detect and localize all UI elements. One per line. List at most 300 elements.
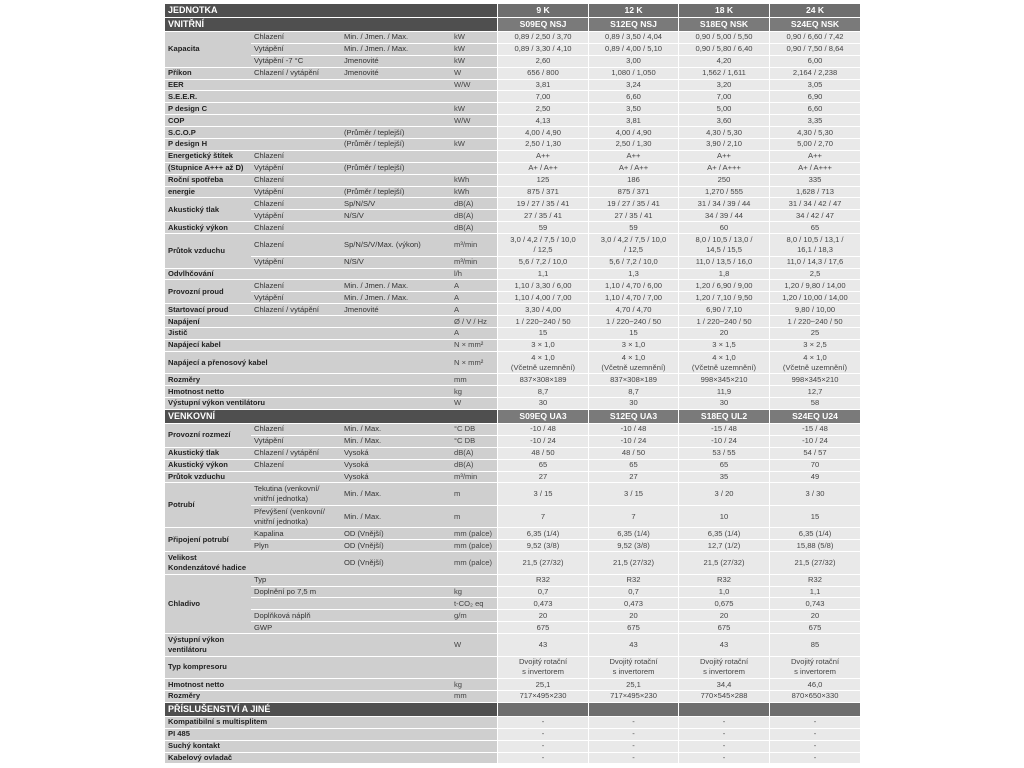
value-cell: 12,7 (1/2): [678, 540, 769, 552]
row-unit: [451, 622, 497, 634]
row-label: Akustický výkon: [165, 222, 251, 234]
value-cell: 70: [769, 460, 860, 472]
row-label: Suchý kontakt: [165, 741, 451, 753]
value-cell: 675: [769, 622, 860, 634]
row-unit: kWh: [451, 187, 497, 199]
value-cell: 770×545×288: [678, 691, 769, 703]
value-cell: 2,60: [497, 56, 588, 68]
row-sublabel: [251, 316, 341, 328]
row-sublabel: [251, 103, 341, 115]
value-cell: 27 / 35 / 41: [588, 210, 678, 222]
spec-row: [165, 598, 860, 610]
row-label: Kabelový ovladač: [165, 753, 451, 765]
value-cell: 4,30 / 5,30: [769, 127, 860, 139]
capacity-header: [588, 703, 678, 717]
value-cell: 27: [497, 472, 588, 484]
row-condition: [341, 691, 451, 703]
value-cell: 15: [497, 328, 588, 340]
row-unit: W/W: [451, 80, 497, 92]
value-cell: 6,90: [769, 91, 860, 103]
capacity-header: [678, 703, 769, 717]
value-cell: 5,00 / 2,70: [769, 139, 860, 151]
row-unit: A: [451, 280, 497, 292]
spec-table: [165, 4, 860, 764]
row-label: P design H: [165, 139, 251, 151]
row-sublabel: [251, 657, 341, 680]
row-unit: [451, 717, 497, 729]
value-cell: -: [678, 741, 769, 753]
spec-row: [165, 304, 860, 316]
row-condition: [341, 328, 451, 340]
row-condition: [341, 151, 451, 163]
value-cell: 27 / 35 / 41: [497, 210, 588, 222]
value-cell: -10 / 24: [588, 436, 678, 448]
row-condition: (Průměr / teplejší): [341, 139, 451, 151]
row-unit: g/m: [451, 610, 497, 622]
value-cell: 0,743: [769, 598, 860, 610]
row-sublabel: GWP: [251, 622, 341, 634]
row-unit: kW: [451, 103, 497, 115]
spec-row: [165, 127, 860, 139]
value-cell: 1,562 / 1,611: [678, 68, 769, 80]
row-label: Rozměry: [165, 374, 251, 386]
spec-row: [165, 139, 860, 151]
row-condition: Jmenovité: [341, 68, 451, 80]
row-label: S.E.E.R.: [165, 91, 251, 103]
row-label: Kompatibilní s multisplitem: [165, 717, 451, 729]
value-cell: Dvojitý rotační s invertorem: [678, 657, 769, 680]
value-cell: 20: [588, 610, 678, 622]
row-label: EER: [165, 80, 251, 92]
spec-row: [165, 44, 860, 56]
row-condition: Min. / Jmen. / Max.: [341, 292, 451, 304]
value-cell: 6,35 (1/4): [497, 528, 588, 540]
value-cell: 20: [497, 610, 588, 622]
value-cell: 1,8: [678, 269, 769, 281]
spec-row: [165, 280, 860, 292]
row-sublabel: Tekutina (venkovní/ vnitřní jednotka): [251, 483, 341, 506]
value-cell: 30: [497, 398, 588, 410]
row-label: Potrubí: [165, 483, 251, 528]
spec-row: [165, 374, 860, 386]
spec-row: [165, 540, 860, 552]
value-cell: 2,50 / 1,30: [588, 139, 678, 151]
value-cell: 8,7: [497, 386, 588, 398]
value-cell: -10 / 48: [497, 424, 588, 436]
row-sublabel: Vytápění: [251, 436, 341, 448]
row-unit: mm (palce): [451, 540, 497, 552]
spec-row: [165, 103, 860, 115]
row-sublabel: [251, 679, 341, 691]
row-label: Typ kompresoru: [165, 657, 251, 680]
row-label: Akustický tlak: [165, 198, 251, 222]
section-title: VENKOVNÍ: [165, 410, 497, 424]
row-unit: °C DB: [451, 436, 497, 448]
value-cell: 46,0: [769, 679, 860, 691]
row-label: Hmotnost netto: [165, 386, 251, 398]
row-sublabel: Chlazení / vytápění: [251, 68, 341, 80]
row-condition: [341, 634, 451, 657]
value-cell: 2,164 / 2,238: [769, 68, 860, 80]
value-cell: 7,00: [497, 91, 588, 103]
value-cell: 7: [497, 506, 588, 529]
row-unit: t-CO₂ eq: [451, 598, 497, 610]
row-condition: [341, 598, 451, 610]
value-cell: 3,35: [769, 115, 860, 127]
value-cell: 998×345×210: [769, 374, 860, 386]
value-cell: 4,00 / 4,90: [588, 127, 678, 139]
value-cell: -10 / 48: [588, 424, 678, 436]
spec-row: [165, 340, 860, 352]
value-cell: 8,0 / 10,5 / 13,1 / 16,1 / 18,3: [769, 234, 860, 257]
value-cell: 7: [588, 506, 678, 529]
row-condition: [341, 91, 451, 103]
spec-row: [165, 269, 860, 281]
value-cell: 186: [588, 175, 678, 187]
spec-row: [165, 610, 860, 622]
row-unit: W: [451, 68, 497, 80]
row-condition: Min. / Jmen. / Max.: [341, 44, 451, 56]
value-cell: 48 / 50: [588, 448, 678, 460]
value-cell: 675: [497, 622, 588, 634]
value-cell: -: [769, 741, 860, 753]
value-cell: 10: [678, 506, 769, 529]
value-cell: 837×308×189: [588, 374, 678, 386]
spec-row: [165, 717, 860, 729]
value-cell: 1,628 / 713: [769, 187, 860, 199]
spec-row: [165, 198, 860, 210]
model-code: S09EQ NSJ: [497, 18, 588, 32]
row-sublabel: [251, 340, 341, 352]
model-code: S18EQ UL2: [678, 410, 769, 424]
value-cell: 1,080 / 1,050: [588, 68, 678, 80]
spec-row: [165, 257, 860, 269]
value-cell: 15,88 (5/8): [769, 540, 860, 552]
value-cell: 6,60: [588, 91, 678, 103]
row-label: Energetický štítek: [165, 151, 251, 163]
row-unit: A: [451, 304, 497, 316]
value-cell: 8,7: [588, 386, 678, 398]
spec-row: [165, 483, 860, 506]
value-cell: 3 × 1,5: [678, 340, 769, 352]
row-sublabel: Chlazení: [251, 280, 341, 292]
row-label: Hmotnost netto: [165, 679, 251, 691]
row-label: Připojení potrubí: [165, 528, 251, 552]
value-cell: 31 / 34 / 42 / 47: [769, 198, 860, 210]
row-condition: [341, 657, 451, 680]
value-cell: A+ / A+++: [769, 163, 860, 175]
value-cell: 5,6 / 7,2 / 10,0: [588, 257, 678, 269]
value-cell: 1,270 / 555: [678, 187, 769, 199]
spec-row: [165, 352, 860, 375]
row-condition: Min. / Max.: [341, 436, 451, 448]
value-cell: 11,0 / 13,5 / 16,0: [678, 257, 769, 269]
row-sublabel: Chlazení: [251, 460, 341, 472]
value-cell: 59: [497, 222, 588, 234]
value-cell: 1,10 / 4,70 / 7,00: [588, 292, 678, 304]
value-cell: -: [588, 741, 678, 753]
spec-row: [165, 436, 860, 448]
row-label: PI 485: [165, 729, 451, 741]
value-cell: 6,00: [769, 56, 860, 68]
row-label: Akustický výkon: [165, 460, 251, 472]
value-cell: 1 / 220~240 / 50: [769, 316, 860, 328]
row-sublabel: Vytápění: [251, 163, 341, 175]
value-cell: 43: [678, 634, 769, 657]
value-cell: 4,00 / 4,90: [497, 127, 588, 139]
row-unit: mm: [451, 691, 497, 703]
row-condition: OD (Vnější): [341, 552, 451, 575]
row-sublabel: [251, 472, 341, 484]
value-cell: -: [588, 729, 678, 741]
row-sublabel: [251, 374, 341, 386]
row-label: Startovací proud: [165, 304, 251, 316]
spec-row: [165, 163, 860, 175]
spec-row: [165, 210, 860, 222]
value-cell: 30: [678, 398, 769, 410]
section-header: [165, 410, 860, 424]
row-unit: kW: [451, 44, 497, 56]
value-cell: 3,30 / 4,00: [497, 304, 588, 316]
capacity-header: 18 K: [678, 4, 769, 18]
value-cell: 9,52 (3/8): [497, 540, 588, 552]
row-sublabel: Chlazení / vytápění: [251, 304, 341, 316]
value-cell: 1,1: [497, 269, 588, 281]
spec-row: [165, 234, 860, 257]
value-cell: 3 / 30: [769, 483, 860, 506]
value-cell: 43: [588, 634, 678, 657]
row-unit: dB(A): [451, 198, 497, 210]
row-sublabel: Chlazení: [251, 32, 341, 44]
row-unit: kg: [451, 587, 497, 599]
value-cell: 9,80 / 10,00: [769, 304, 860, 316]
value-cell: A+ / A+++: [678, 163, 769, 175]
row-unit: A: [451, 328, 497, 340]
row-condition: [341, 115, 451, 127]
value-cell: 998×345×210: [678, 374, 769, 386]
row-label: Velikost Kondenzátové hadice: [165, 552, 251, 575]
row-sublabel: [251, 634, 341, 657]
row-sublabel: Chlazení: [251, 222, 341, 234]
row-sublabel: [251, 691, 341, 703]
spec-row: [165, 657, 860, 680]
value-cell: 27: [588, 472, 678, 484]
row-condition: [341, 340, 451, 352]
spec-row: [165, 91, 860, 103]
row-unit: mm (palce): [451, 528, 497, 540]
row-sublabel: [251, 139, 341, 151]
value-cell: 4 × 1,0 (Včetně uzemnění): [588, 352, 678, 375]
section-header: [165, 4, 860, 18]
value-cell: 3,50: [588, 103, 678, 115]
value-cell: 6,35 (1/4): [588, 528, 678, 540]
row-condition: [341, 575, 451, 587]
row-label: Akustický tlak: [165, 448, 251, 460]
row-label: Napájecí kabel: [165, 340, 251, 352]
row-sublabel: Chlazení: [251, 424, 341, 436]
row-unit: dB(A): [451, 460, 497, 472]
value-cell: -15 / 48: [769, 424, 860, 436]
value-cell: -: [769, 729, 860, 741]
value-cell: A+ / A++: [588, 163, 678, 175]
row-condition: Vysoká: [341, 448, 451, 460]
value-cell: A++: [497, 151, 588, 163]
row-label: Odvlhčování: [165, 269, 251, 281]
value-cell: 21,5 (27/32): [678, 552, 769, 575]
row-condition: [341, 222, 451, 234]
value-cell: -: [588, 753, 678, 765]
value-cell: 3 × 1,0: [588, 340, 678, 352]
row-sublabel: [251, 80, 341, 92]
value-cell: 3 / 15: [497, 483, 588, 506]
value-cell: -: [497, 741, 588, 753]
spec-row: [165, 472, 860, 484]
value-cell: 3 / 20: [678, 483, 769, 506]
value-cell: Dvojitý rotační s invertorem: [497, 657, 588, 680]
value-cell: 1 / 220~240 / 50: [497, 316, 588, 328]
row-sublabel: Doplnění po 7,5 m: [251, 587, 341, 599]
value-cell: 1,20 / 7,10 / 9,50: [678, 292, 769, 304]
spec-row: [165, 634, 860, 657]
value-cell: 0,7: [497, 587, 588, 599]
row-sublabel: Chlazení: [251, 151, 341, 163]
model-code: S24EQ U24: [769, 410, 860, 424]
spec-row: [165, 753, 860, 765]
value-cell: 3,20: [678, 80, 769, 92]
row-label: Provozní proud: [165, 280, 251, 304]
row-unit: dB(A): [451, 222, 497, 234]
model-code: S24EQ NSK: [769, 18, 860, 32]
row-condition: Min. / Jmen. / Max.: [341, 280, 451, 292]
value-cell: 43: [497, 634, 588, 657]
row-label: S.C.O.P: [165, 127, 251, 139]
spec-row: [165, 151, 860, 163]
row-unit: [451, 657, 497, 680]
value-cell: 6,90 / 7,10: [678, 304, 769, 316]
row-unit: dB(A): [451, 210, 497, 222]
row-label: Provozní rozmezí: [165, 424, 251, 448]
value-cell: 1,10 / 3,30 / 6,00: [497, 280, 588, 292]
row-condition: Jmenovité: [341, 56, 451, 68]
value-cell: 85: [769, 634, 860, 657]
model-code: S12EQ NSJ: [588, 18, 678, 32]
spec-row: [165, 68, 860, 80]
value-cell: 65: [497, 460, 588, 472]
value-cell: 675: [588, 622, 678, 634]
row-unit: [451, 575, 497, 587]
row-unit: m: [451, 483, 497, 506]
spec-row: [165, 448, 860, 460]
row-condition: [341, 269, 451, 281]
row-sublabel: Chlazení: [251, 234, 341, 257]
row-unit: W: [451, 398, 497, 410]
value-cell: -: [769, 753, 860, 765]
row-condition: [341, 679, 451, 691]
value-cell: -: [497, 729, 588, 741]
value-cell: 25: [769, 328, 860, 340]
value-cell: 3,0 / 4,2 / 7,5 / 10,0 / 12,5: [497, 234, 588, 257]
value-cell: A+ / A++: [497, 163, 588, 175]
row-unit: W: [451, 634, 497, 657]
row-sublabel: [251, 328, 341, 340]
spec-row: [165, 528, 860, 540]
row-condition: (Průměr / teplejší): [341, 127, 451, 139]
row-unit: [451, 741, 497, 753]
spec-row: [165, 506, 860, 529]
row-label: energie: [165, 187, 251, 199]
value-cell: 656 / 800: [497, 68, 588, 80]
row-unit: kWh: [451, 175, 497, 187]
value-cell: 34 / 39 / 44: [678, 210, 769, 222]
row-condition: [341, 610, 451, 622]
row-label: Roční spotřeba: [165, 175, 251, 187]
row-sublabel: [251, 127, 341, 139]
value-cell: 9,52 (3/8): [588, 540, 678, 552]
row-unit: kg: [451, 679, 497, 691]
row-condition: [341, 80, 451, 92]
value-cell: 65: [769, 222, 860, 234]
row-sublabel: Plyn: [251, 540, 341, 552]
value-cell: 3,60: [678, 115, 769, 127]
value-cell: -: [497, 717, 588, 729]
value-cell: 58: [769, 398, 860, 410]
value-cell: A++: [769, 151, 860, 163]
value-cell: 21,5 (27/32): [497, 552, 588, 575]
row-condition: (Průměr / teplejší): [341, 163, 451, 175]
row-condition: [341, 316, 451, 328]
row-label: Výstupní výkon ventilátoru: [165, 634, 251, 657]
value-cell: -10 / 24: [678, 436, 769, 448]
row-condition: Jmenovité: [341, 304, 451, 316]
row-label: Rozměry: [165, 691, 251, 703]
value-cell: 59: [588, 222, 678, 234]
value-cell: 125: [497, 175, 588, 187]
value-cell: 870×650×330: [769, 691, 860, 703]
row-sublabel: Chlazení: [251, 198, 341, 210]
row-condition: Sp/N/S/V/Max. (výkon): [341, 234, 451, 257]
row-unit: [451, 753, 497, 765]
value-cell: 0,89 / 4,00 / 5,10: [588, 44, 678, 56]
row-condition: Min. / Jmen. / Max.: [341, 32, 451, 44]
row-sublabel: Typ: [251, 575, 341, 587]
row-sublabel: [251, 269, 341, 281]
value-cell: 25,1: [588, 679, 678, 691]
row-unit: [451, 151, 497, 163]
value-cell: 11,0 / 14,3 / 17,6: [769, 257, 860, 269]
value-cell: 0,90 / 6,60 / 7,42: [769, 32, 860, 44]
value-cell: 0,675: [678, 598, 769, 610]
row-unit: m: [451, 506, 497, 529]
value-cell: 717×495×230: [497, 691, 588, 703]
section-header: [165, 703, 860, 717]
value-cell: 19 / 27 / 35 / 41: [497, 198, 588, 210]
value-cell: Dvojitý rotační s invertorem: [588, 657, 678, 680]
row-condition: [341, 386, 451, 398]
value-cell: -: [588, 717, 678, 729]
spec-row: [165, 316, 860, 328]
capacity-header: 12 K: [588, 4, 678, 18]
spec-row: [165, 187, 860, 199]
row-unit: kW: [451, 32, 497, 44]
model-code: S12EQ UA3: [588, 410, 678, 424]
value-cell: Dvojitý rotační s invertorem: [769, 657, 860, 680]
value-cell: 1,20 / 9,80 / 14,00: [769, 280, 860, 292]
row-label: Napájecí a přenosový kabel: [165, 352, 451, 375]
row-unit: m³/min: [451, 257, 497, 269]
value-cell: 3,90 / 2,10: [678, 139, 769, 151]
value-cell: -: [678, 753, 769, 765]
row-label: Průtok vzduchu: [165, 472, 251, 484]
